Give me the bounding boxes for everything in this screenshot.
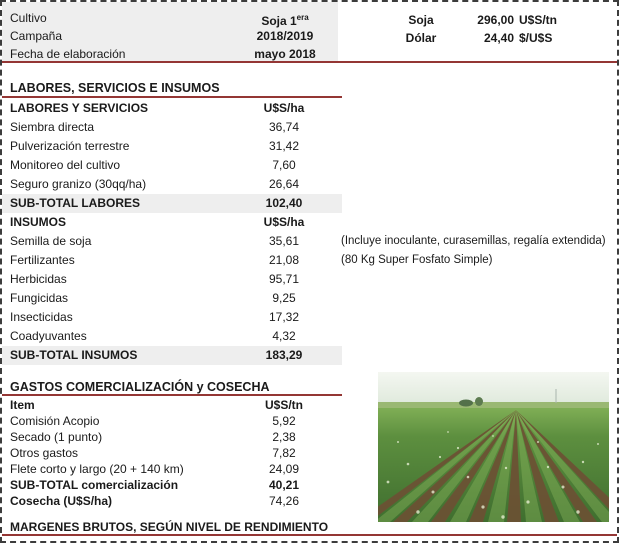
row-value: 21,08: [268, 253, 300, 267]
semilla-note: (Incluye inoculante, curasemillas, regalía extendida): [341, 235, 606, 247]
row-value: 2,38: [272, 430, 296, 444]
campana-value: 2018/2019: [256, 29, 314, 43]
row-label: Flete corto y largo (20 + 140 km): [10, 462, 184, 476]
row-label: Fungicidas: [10, 291, 69, 305]
table-row: [2, 308, 342, 327]
insumos-header-label: INSUMOS: [10, 215, 67, 229]
subtotal-value: 40,21: [268, 478, 300, 492]
margenes-title-underline: [2, 534, 617, 536]
margenes-section-title: MARGENES BRUTOS, SEGÚN NIVEL DE RENDIMIENTO: [10, 520, 329, 534]
row-label: Insecticidas: [10, 310, 73, 324]
row-value: 9,25: [272, 291, 296, 305]
row-label: Seguro granizo (30qq/ha): [10, 177, 147, 191]
row-label: Comisión Acopio: [10, 414, 100, 428]
header-divider-line: [2, 61, 617, 63]
row-value: 36,74: [268, 120, 300, 134]
insumos-header-row: [2, 213, 342, 232]
gastos-subtotal-row: [2, 477, 342, 493]
row-value: 17,32: [268, 310, 300, 324]
table-row: [2, 270, 342, 289]
row-label: Siembra directa: [10, 120, 95, 134]
row-label: Secado (1 punto): [10, 430, 103, 444]
photo-trees: [459, 400, 473, 407]
table-row: [2, 251, 342, 270]
table-row: [2, 175, 342, 194]
cultivo-value-sup: era: [296, 13, 309, 22]
cosecha-label: Cosecha (U$S/ha): [10, 494, 113, 508]
subtotal-label: SUB-TOTAL comercialización: [10, 478, 179, 492]
labores-section-title: LABORES, SERVICIOS E INSUMOS: [10, 81, 220, 95]
row-label: Coadyuvantes: [10, 329, 87, 343]
cultivo-value: Soja $1^{era}$: [261, 13, 309, 28]
row-label: Herbicidas: [10, 272, 67, 286]
labores-subtotal-row: [2, 194, 342, 213]
labores-header-label: LABORES Y SERVICIOS: [10, 101, 149, 115]
crop-field-photo: [378, 372, 609, 522]
table-row: [2, 429, 342, 445]
table-row: [2, 137, 342, 156]
insumos-subtotal-row: [2, 346, 342, 365]
campana-label: Campaña: [10, 29, 63, 43]
row-label: Fertilizantes: [10, 253, 75, 267]
row-value: 7,60: [272, 158, 296, 172]
cosecha-row: [2, 493, 342, 509]
photo-tree: [475, 397, 483, 406]
dolar-price-unit: $/U$S: [519, 31, 553, 45]
row-value: 24,09: [268, 462, 300, 476]
gastos-header-row: [2, 397, 342, 413]
table-row: [2, 118, 342, 137]
row-value: 5,92: [272, 414, 296, 428]
labores-header-row: [2, 99, 342, 118]
table-row: [2, 461, 342, 477]
subtotal-value: 183,29: [265, 348, 303, 362]
row-label: Semilla de soja: [10, 234, 92, 248]
soja-price-value: 296,00: [477, 13, 514, 27]
row-label: Monitoreo del cultivo: [10, 158, 121, 172]
cosecha-value: 74,26: [268, 494, 300, 508]
fecha-value: mayo 2018: [254, 47, 316, 61]
row-value: 4,32: [272, 329, 296, 343]
row-value: 7,82: [272, 446, 296, 460]
soja-price-label: Soja: [408, 13, 434, 27]
labores-title-underline: [2, 96, 342, 98]
subtotal-value: 102,40: [265, 196, 303, 210]
fertilizante-note: (80 Kg Super Fosfato Simple): [341, 254, 493, 266]
gastos-header-label: Item: [10, 398, 35, 412]
gastos-title-underline: [2, 394, 342, 396]
dolar-price-label: Dólar: [405, 31, 437, 45]
row-value: 95,71: [268, 272, 300, 286]
row-value: 26,64: [268, 177, 300, 191]
gastos-header-unit: U$S/tn: [264, 398, 303, 412]
table-row: [2, 156, 342, 175]
subtotal-label: SUB-TOTAL INSUMOS: [10, 348, 138, 362]
table-row: [2, 327, 342, 346]
labores-header-unit: U$S/ha: [263, 101, 305, 115]
table-row: [2, 445, 342, 461]
row-value: 31,42: [268, 139, 300, 153]
table-row: [2, 289, 342, 308]
row-label: Otros gastos: [10, 446, 79, 460]
soja-price-unit: U$S/tn: [519, 13, 558, 27]
insumos-header-unit: U$S/ha: [263, 215, 305, 229]
table-row: [2, 232, 342, 251]
row-label: Pulverización terrestre: [10, 139, 130, 153]
table-row: [2, 413, 342, 429]
gastos-section-title: GASTOS COMERCIALIZACIÓN y COSECHA: [10, 380, 270, 394]
dolar-price-value: 24,40: [483, 31, 514, 45]
subtotal-label: SUB-TOTAL LABORES: [10, 196, 141, 210]
fecha-label: Fecha de elaboración: [10, 47, 126, 61]
row-value: 35,61: [268, 234, 300, 248]
cultivo-label: Cultivo: [10, 11, 47, 25]
